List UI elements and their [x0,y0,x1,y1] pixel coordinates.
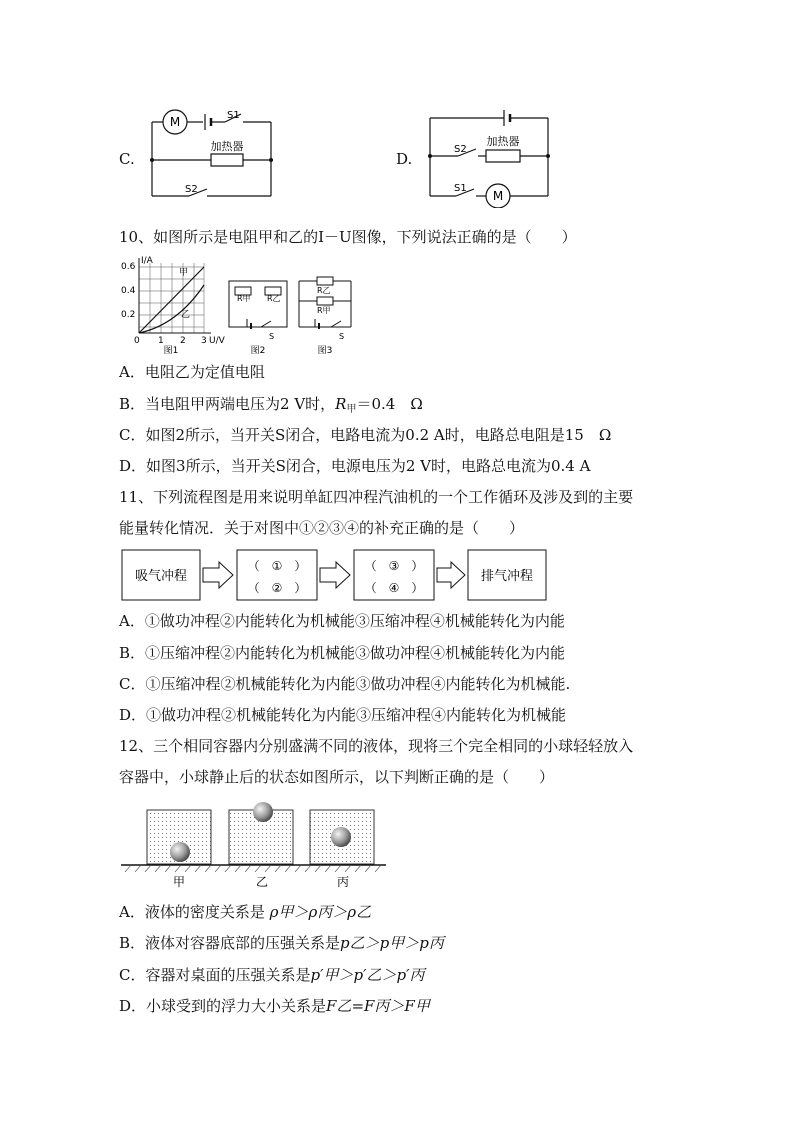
q12-option-a: A．液体的密度关系是 ρ甲＞ρ丙＞ρ乙 [119,903,372,921]
svg-text:（ ④ ）: （ ④ ） [364,581,424,595]
svg-text:U/V: U/V [209,336,225,346]
q12-question-line1: 12、三个相同容器内分别盛满不同的液体，现将三个完全相同的小球轻轻放入 [119,737,634,755]
q10-question: 10、如图所示是电阻甲和乙的I－U图像，下列说法正确的是（ ） [119,228,577,246]
q11-option-c: C．①压缩冲程②机械能转化为内能③做功冲程④内能转化为机械能. [119,675,571,693]
q12-containers-figure [121,800,386,892]
svg-text:丙: 丙 [336,875,350,889]
svg-text:甲: 甲 [172,875,186,889]
q9-circuit-d [424,106,554,208]
svg-text:吸气冲程: 吸气冲程 [134,569,188,584]
s2-label: S2 [454,144,467,155]
q9-circuit-c [145,100,280,205]
q11-option-d: D．①做功冲程②机械能转化为内能③压缩冲程④内能转化为机械能 [119,706,567,724]
svg-text:图1: 图1 [163,346,179,355]
svg-text:R乙: R乙 [267,294,281,303]
q12-option-d: D．小球受到的浮力大小关系是F乙=F丙＞F甲 [119,997,430,1015]
q10-option-d: D．如图3所示，当开关S闭合，电源电压为2 V时，电路总电流为0.4 A [119,457,591,475]
svg-text:（ ① ）: （ ① ） [247,559,307,573]
q9-option-c-label: C. [119,150,135,168]
svg-text:1: 1 [158,336,164,346]
ball-yi [253,802,273,822]
q11-question-line2: 能量转化情况．关于对图中①②③④的补充正确的是（ ） [119,519,525,537]
q9-option-d-label: D. [396,150,413,168]
svg-text:排气冲程: 排气冲程 [480,569,534,584]
motor-label: M [169,115,181,129]
q11-question-line1: 11、下列流程图是用来说明单缸四冲程汽油机的一个工作循环及涉及到的主要 [119,488,634,506]
svg-text:图3: 图3 [317,346,333,355]
label-jia: 甲 [179,268,189,278]
svg-text:乙: 乙 [255,875,269,889]
circuit-fig2 [229,281,287,327]
circuit-fig3 [299,277,351,327]
q10-figures [119,255,359,355]
q11-option-a: A．①做功冲程②内能转化为机械能③压缩冲程④机械能转化为内能 [119,612,565,630]
q12-option-c: C．容器对桌面的压强关系是p′甲＞p′乙＞p′丙 [119,966,425,984]
label-yi: 乙 [181,310,191,320]
svg-text:R甲: R甲 [317,306,331,315]
q12-option-b: B．液体对容器底部的压强关系是p乙＞p甲＞p丙 [119,934,444,952]
heater-label: 加热器 [486,135,520,148]
q12-question-line2: 容器中，小球静止后的状态如图所示，以下判断正确的是（ ） [119,768,555,786]
iu-graph [121,256,226,355]
q10-option-b: B．当电阻甲两端电压为2 V时，$R_甲=0.4$ Ω [119,395,423,415]
svg-text:R乙: R乙 [317,286,331,295]
q10-option-a: A．电阻乙为定值电阻 [119,363,265,381]
q11-option-b: B．①压缩冲程②内能转化为机械能③做功冲程④机械能转化为内能 [119,644,566,662]
svg-text:0.4: 0.4 [121,286,136,296]
ball-bing [331,827,351,847]
svg-text:0.2: 0.2 [121,310,136,320]
s1-label: S1 [227,110,240,121]
svg-text:I/A: I/A [141,256,153,266]
ball-jia [170,842,190,862]
svg-text:（ ③ ）: （ ③ ） [364,559,424,573]
svg-text:S: S [269,332,275,341]
q11-flowchart [119,548,549,604]
motor-label: M [492,189,504,203]
svg-text:0: 0 [134,336,140,346]
svg-text:3: 3 [201,336,207,346]
heater-label: 加热器 [210,140,244,153]
svg-text:（ ② ）: （ ② ） [247,581,307,595]
q10-option-c: C．如图2所示，当开关S闭合，电路电流为0.2 A时，电路总电阻是15 Ω [119,426,612,444]
svg-text:S: S [339,332,345,341]
svg-text:0.6: 0.6 [121,262,136,272]
s2-label: S2 [185,184,198,195]
s1-label: S1 [454,183,467,194]
svg-text:R甲: R甲 [237,294,251,303]
svg-text:图2: 图2 [250,346,266,355]
svg-text:2: 2 [180,336,186,346]
